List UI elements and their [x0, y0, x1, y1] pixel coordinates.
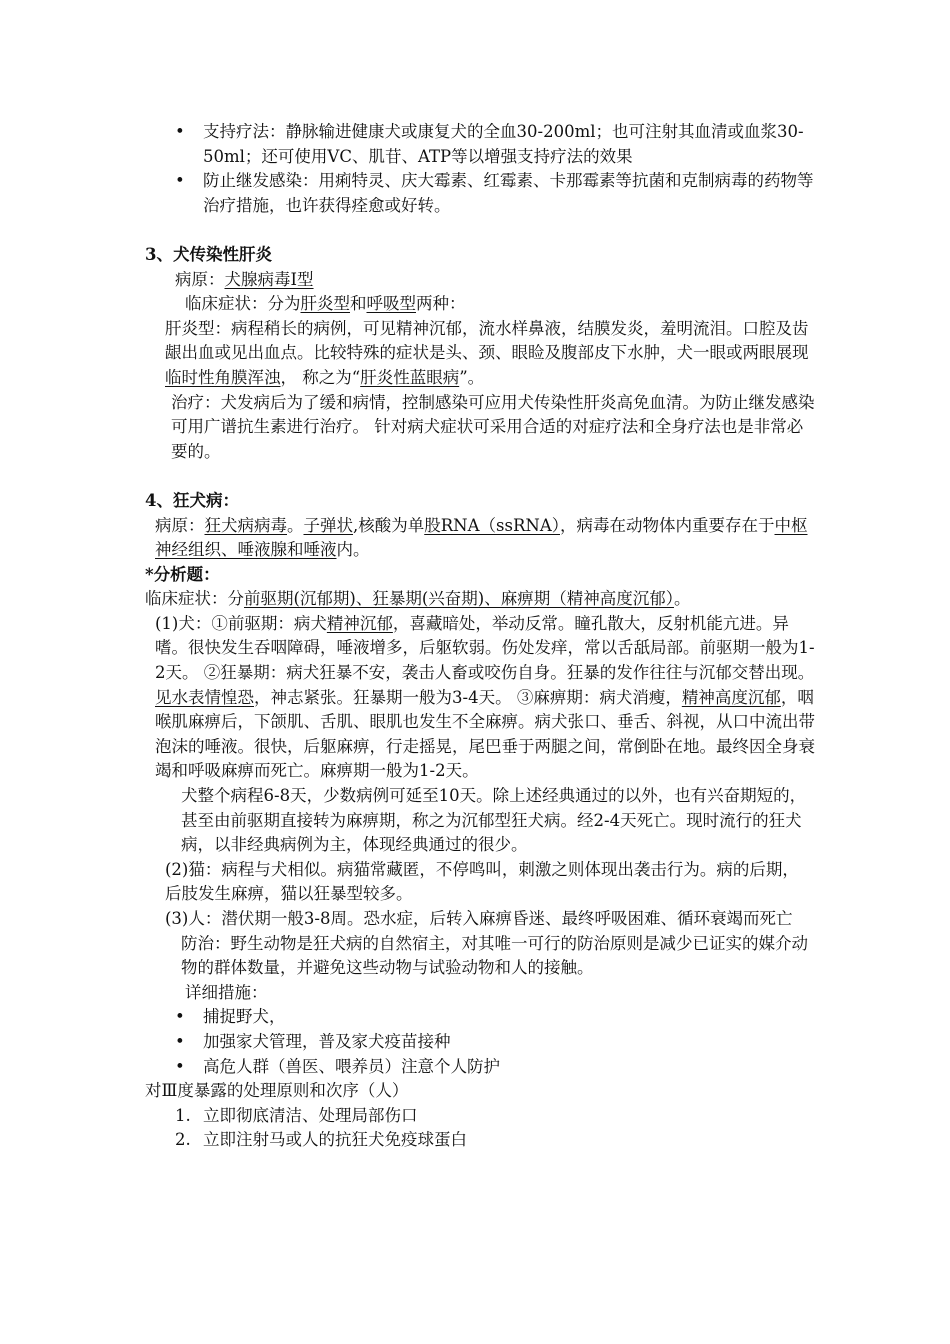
s4-measures-label: 详细措施： — [185, 982, 268, 1002]
s4-prevention: 防治：野生动物是狂犬病的自然宿主，对其唯一可行的防治原则是减少已证实的媒介动物的群体数量，并避免这些动物与试验动物和人的接触。 — [181, 933, 808, 978]
section-4-heading: 4、狂犬病： — [145, 490, 239, 510]
exposure-step: 2. 立即注射马或人的抗狂犬免疫球蛋白 — [175, 1130, 467, 1150]
s4-clinical-symptoms: 临床症状：分前驱期(沉郁期)、狂暴期(兴奋期)、麻痹期（精神高度沉郁）。 — [145, 589, 691, 609]
bullet-icon: • — [175, 171, 185, 191]
bullet-icon: • — [175, 1056, 185, 1076]
analysis-heading: *分析题： — [145, 564, 220, 584]
s4-dog-paragraph: (1)犬：①前驱期：病犬精神沉郁，喜藏暗处，举动反常。瞳孔散大，反射机能亢进。异嗜。很快发生吞咽障碍，唾液增多，后躯软弱。伤处发痒，常以舌舐局部。前驱期一般为1-2天。 ②狂暴期：病犬狂暴不安，袭击人畜或咬伤自身。狂暴的发作往往与沉郁交替出现。见水表情惶恐，神志紧张。狂暴期一般为3-4天。 ③麻痹期：病犬消瘦，精神高度沉郁，咽喉肌麻痹后，下颌肌、舌肌、眼肌也发生不全麻痹。病犬张口、垂舌、斜视，从口中流出带泡沫的唾液。很快，后躯麻痹，行走摇晃，尾巴垂于两腿之间，常倒卧在地。最终因全身衰竭和呼吸麻痹而死亡。麻痹期一般为1-2天。 — [155, 613, 815, 781]
s4-pathogen: 病原：狂犬病病毒。子弹状,核酸为单股RNA（ssRNA），病毒在动物体内重要存在于中枢神经组织、唾液腺和唾液内。 — [155, 515, 808, 560]
exposure-title: 对Ⅲ度暴露的处理原则和次序（人） — [145, 1081, 409, 1101]
s3-hepatitis-type: 肝炎型：病程稍长的病例，可见精神沉郁，流水样鼻液，结膜发炎，羞明流泪。口腔及齿龈出血或见出血点。比较特殊的症状是头、颈、眼睑及腹部皮下水肿，犬一眼或两眼展现临时性角膜浑浊， 称之为“肝炎性蓝眼病”。 — [165, 318, 809, 387]
bullet-supportive-therapy: • 支持疗法：静脉输进健康犬或康复犬的全血30-200ml；也可注射其血清或血浆30-50ml；还可使用VC、肌苷、ATP等以增强支持疗法的效果 — [175, 122, 804, 166]
s3-clinical-symptoms: 临床症状：分为肝炎型和呼吸型两种： — [185, 294, 466, 314]
s3-pathogen: 病原：犬腺病毒Ⅰ型 — [175, 269, 314, 289]
document-page — [145, 120, 815, 1153]
measure-item: • 加强家犬管理，普及家犬疫苗接种 — [145, 1030, 815, 1055]
bullet-icon: • — [175, 1031, 185, 1051]
s3-treatment: 治疗：犬发病后为了缓和病情，控制感染可应用犬传染性肝炎高免血清。为防止继发感染可用广谱抗生素进行治疗。 针对病犬症状可采用合适的对症疗法和全身疗法也是非常必要的。 — [171, 392, 815, 461]
measure-item: • 高危人群（兽医、喂养员）注意个人防护 — [145, 1055, 815, 1080]
s4-cat-paragraph: (2)猫：病程与犬相似。病猫常藏匿，不停鸣叫，刺激之则体现出袭击行为。病的后期，后肢发生麻痹，猫以狂暴型较多。 — [165, 859, 799, 904]
section-3-heading: 3、犬传染性肝炎 — [145, 244, 272, 264]
s4-human-paragraph: (3)人：潜伏期一般3-8周。恐水症，后转入麻痹昏迷、最终呼吸困难、循环衰竭而死亡 — [165, 909, 793, 928]
bullet-prevent-secondary-infection: • 防止继发感染：用痢特灵、庆大霉素、红霉素、卡那霉素等抗菌和克制病毒的药物等治疗措施，也许获得痊愈或好转。 — [175, 171, 814, 215]
exposure-step: 1. 立即彻底清洁、处理局部伤口 — [175, 1105, 418, 1125]
s4-dog-course: 犬整个病程6-8天，少数病例可延至10天。除上述经典通过的以外，也有兴奋期短的，甚至由前驱期直接转为麻痹期，称之为沉郁型狂犬病。经2-4天死亡。现时流行的狂犬病，以非经典病例为主，体现经典通过的很少。 — [181, 786, 807, 855]
bullet-icon: • — [175, 122, 185, 141]
bullet-icon: • — [175, 1007, 185, 1027]
measure-item: • 捕捉野犬， — [145, 1005, 815, 1030]
